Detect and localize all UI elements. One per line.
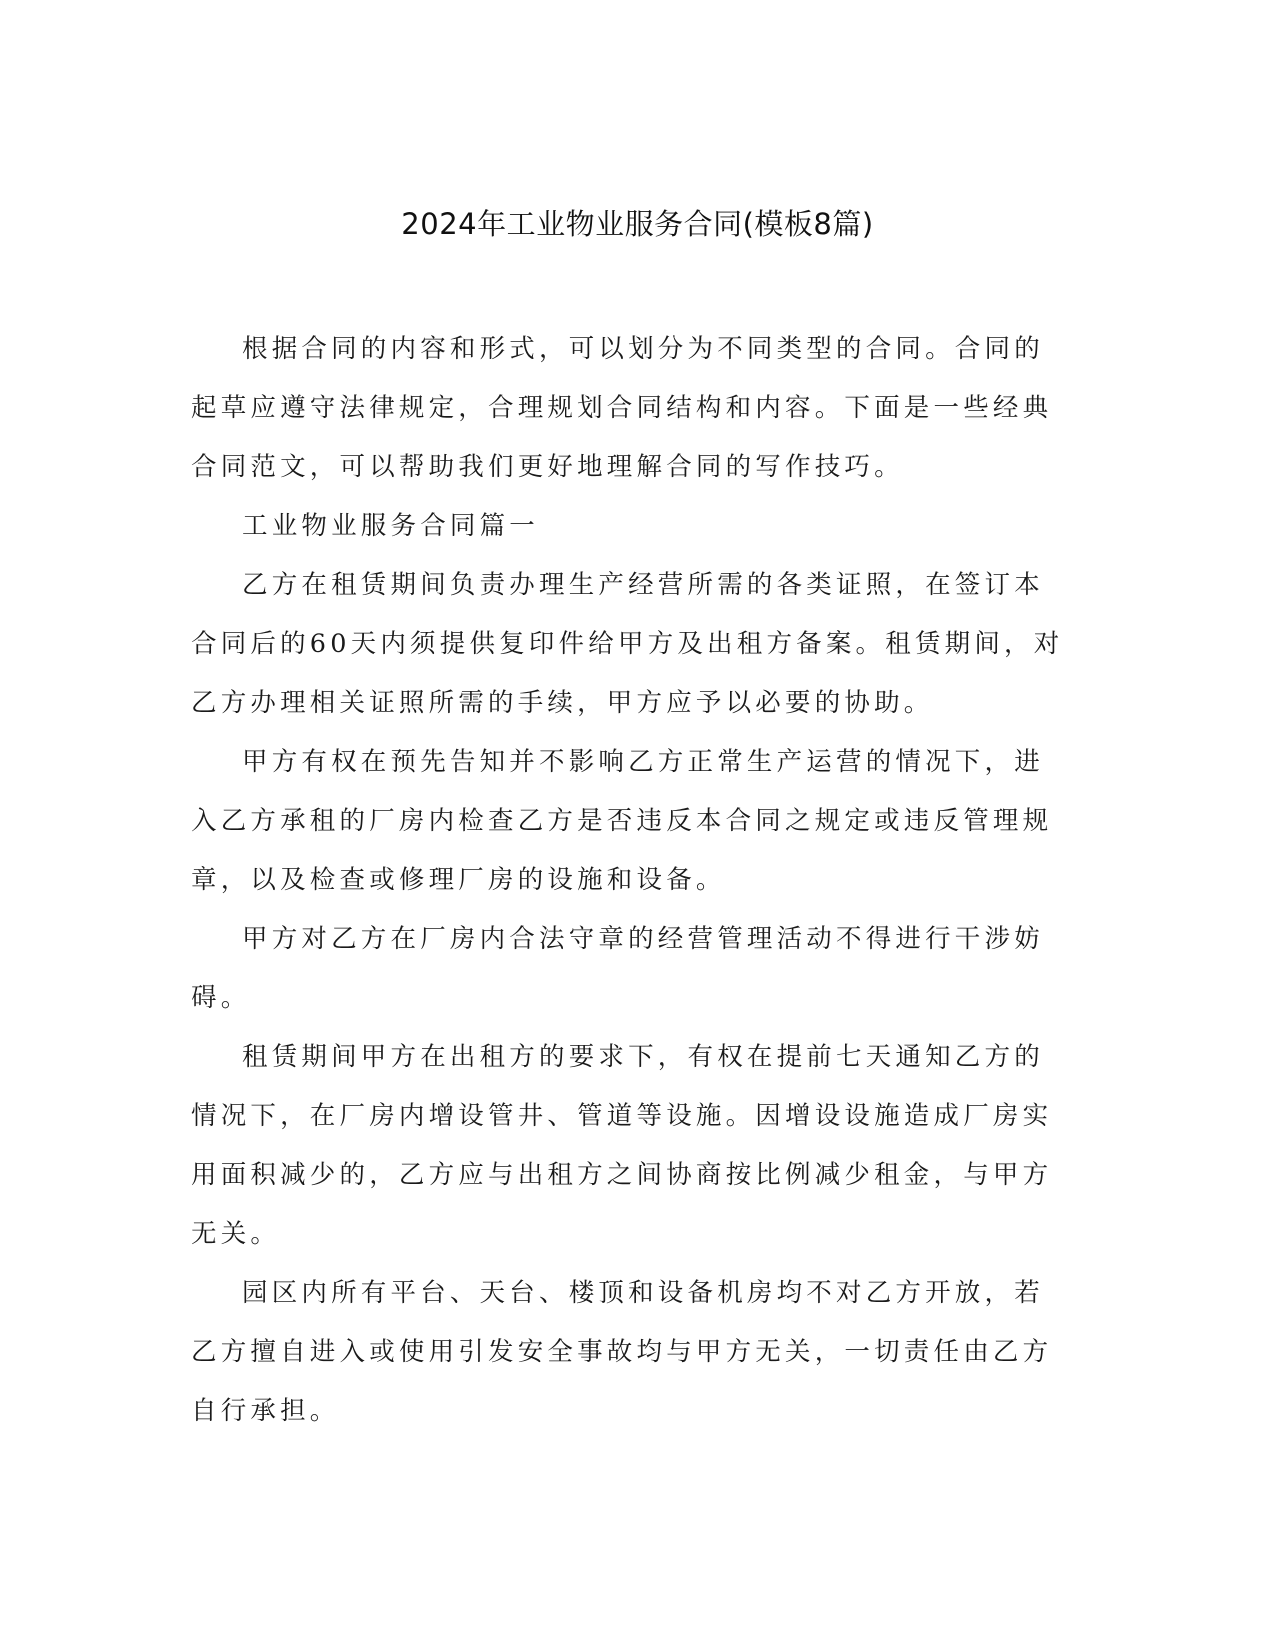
section-heading: 工业物业服务合同篇一	[242, 511, 540, 541]
paragraph: 甲方有权在预先告知并不影响乙方正常生产运营的情况下，进入乙方承租的厂房内检查乙方是否违反本合同之规定或违反管理规章，以及检查或修理厂房的设施和设备。	[191, 747, 1053, 895]
paragraph-intro: 根据合同的内容和形式，可以划分为不同类型的合同。合同的起草应遵守法律规定，合理规划合同结构和内容。下面是一些经典合同范文，可以帮助我们更好地理解合同的写作技巧。	[191, 334, 1053, 482]
paragraph: 租赁期间甲方在出租方的要求下，有权在提前七天通知乙方的情况下，在厂房内增设管井、管道等设施。因增设设施造成厂房实用面积减少的，乙方应与出租方之间协商按比例减少租金，与甲方无关。	[191, 1042, 1053, 1249]
paragraph: 甲方对乙方在厂房内合法守章的经营管理活动不得进行干涉妨碍。	[191, 924, 1044, 1013]
paragraph: 园区内所有平台、天台、楼顶和设备机房均不对乙方开放，若乙方擅自进入或使用引发安全事故均与甲方无关，一切责任由乙方自行承担。	[191, 1278, 1053, 1426]
document-body	[191, 320, 1071, 1441]
document-title: 2024年工业物业服务合同(模板8篇)	[401, 207, 874, 241]
paragraph: 乙方在租赁期间负责办理生产经营所需的各类证照，在签订本合同后的60天内须提供复印件给甲方及出租方备案。租赁期间，对乙方办理相关证照所需的手续，甲方应予以必要的协助。	[191, 570, 1064, 718]
